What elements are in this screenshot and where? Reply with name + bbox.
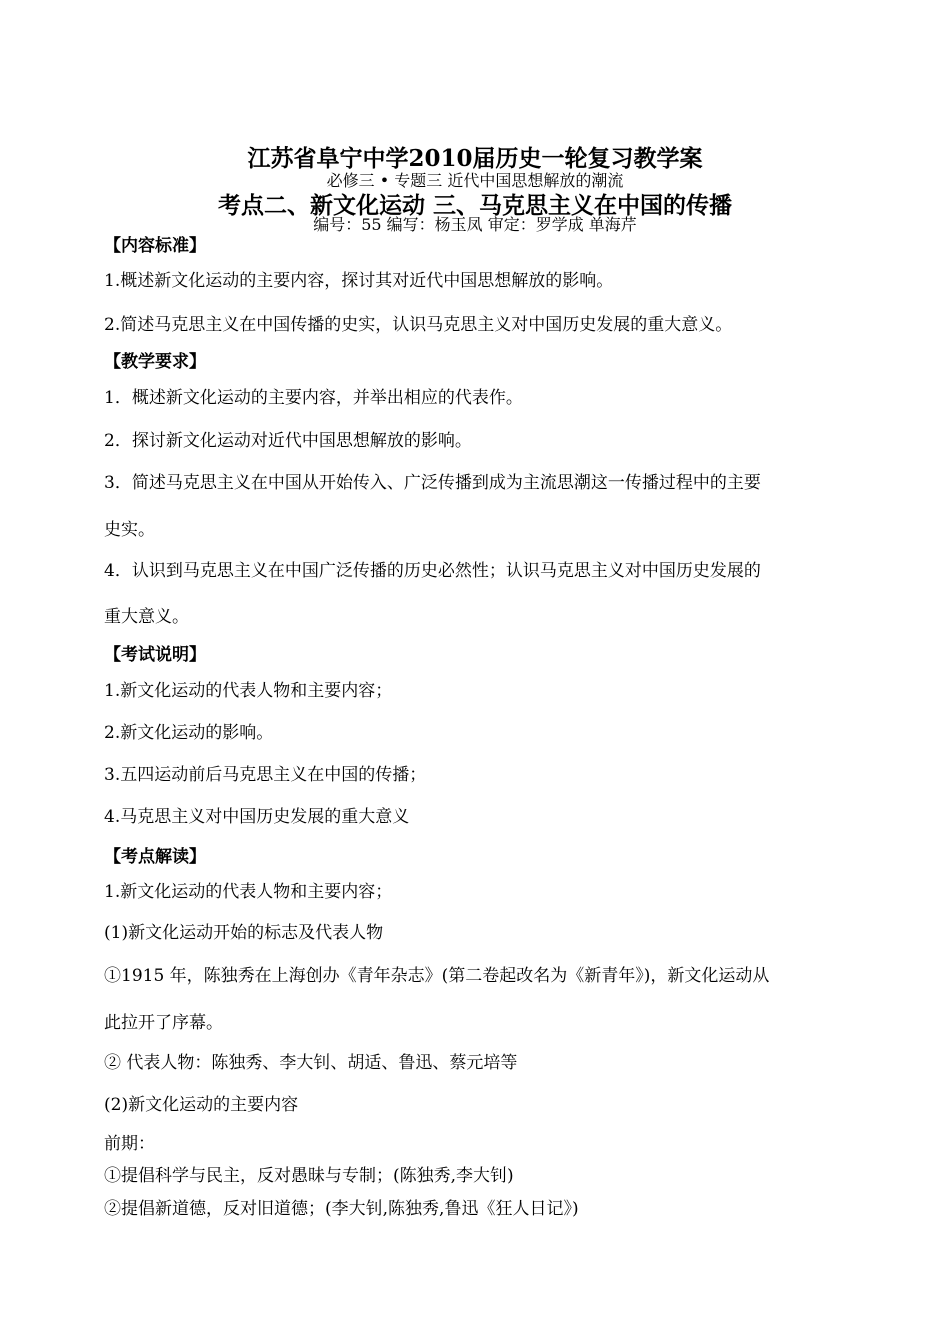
document-subtitle: 必修三 • 专题三 近代中国思想解放的潮流 xyxy=(326,171,624,190)
list-item: 此拉开了序幕。 xyxy=(104,1013,223,1033)
list-item: (2)新文化运动的主要内容 xyxy=(104,1095,299,1115)
list-item: 史实。 xyxy=(104,520,155,540)
section-heading-key-points: 【考点解读】 xyxy=(104,847,206,867)
list-item: 2.新文化运动的影响。 xyxy=(104,723,274,743)
document-title: 江苏省阜宁中学2010届历史一轮复习教学案 xyxy=(247,145,703,172)
list-item: 2．探讨新文化运动对近代中国思想解放的影响。 xyxy=(104,431,472,451)
list-item: 2.简述马克思主义在中国传播的史实，认识马克思主义对中国历史发展的重大意义。 xyxy=(104,315,733,335)
section-heading-teaching-requirements: 【教学要求】 xyxy=(104,352,206,372)
list-item: 前期： xyxy=(104,1134,155,1154)
list-item: (1)新文化运动开始的标志及代表人物 xyxy=(104,923,384,943)
list-item: ②提倡新道德，反对旧道德；(李大钊,陈独秀,鲁迅《狂人日记》) xyxy=(104,1199,579,1219)
section-heading-exam-notes: 【考试说明】 xyxy=(104,645,206,665)
section-heading-content-standard: 【内容标准】 xyxy=(104,236,206,256)
list-item: 1.新文化运动的代表人物和主要内容； xyxy=(104,681,393,701)
list-item: ② 代表人物：陈独秀、李大钊、胡适、鲁迅、蔡元培等 xyxy=(104,1053,518,1073)
list-item: 1.新文化运动的代表人物和主要内容； xyxy=(104,882,393,902)
list-item: ①1915 年，陈独秀在上海创办《青年杂志》(第二卷起改名为《新青年》)，新文化运动从 xyxy=(104,966,770,986)
list-item: 4.马克思主义对中国历史发展的重大意义 xyxy=(104,807,410,827)
list-item: 3.五四运动前后马克思主义在中国的传播； xyxy=(104,765,427,785)
author-meta: 编号：55 编写：杨玉凤 审定：罗学成 单海芹 xyxy=(313,215,637,234)
topic-title: 考点二、新文化运动 三、马克思主义在中国的传播 xyxy=(217,192,732,219)
list-item: 1．概述新文化运动的主要内容，并举出相应的代表作。 xyxy=(104,388,523,408)
list-item: 1.概述新文化运动的主要内容，探讨其对近代中国思想解放的影响。 xyxy=(104,271,614,291)
list-item: 4．认识到马克思主义在中国广泛传播的历史必然性；认识马克思主义对中国历史发展的 xyxy=(104,561,761,581)
list-item: ①提倡科学与民主，反对愚昧与专制；(陈独秀,李大钊) xyxy=(104,1166,514,1186)
list-item: 重大意义。 xyxy=(104,607,189,627)
list-item: 3．简述马克思主义在中国从开始传入、广泛传播到成为主流思潮这一传播过程中的主要 xyxy=(104,473,761,493)
